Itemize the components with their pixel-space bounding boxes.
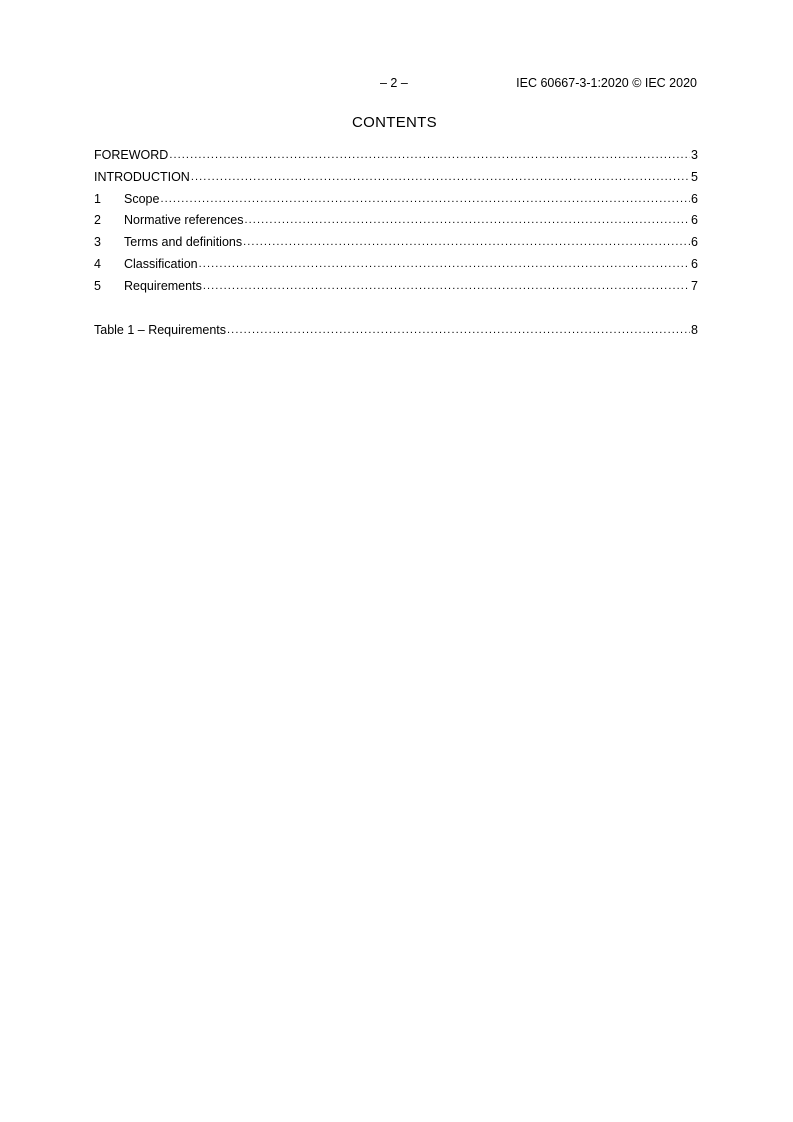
toc-entry-label: INTRODUCTION — [94, 169, 190, 184]
toc-entry-number: 5 — [94, 278, 101, 293]
toc-leader-dots — [203, 276, 690, 298]
toc-entry-label: Requirements — [124, 278, 202, 293]
toc-entry-foreword[interactable] — [94, 145, 698, 167]
toc-entry-number: 3 — [94, 235, 101, 250]
page-number: – 2 – — [380, 76, 408, 90]
toc-entry-page: 5 — [691, 169, 698, 184]
contents-title: CONTENTS — [352, 114, 437, 131]
toc-leader-dots — [227, 320, 690, 342]
toc-entry-normative-references[interactable] — [94, 210, 698, 232]
toc-leader-dots — [169, 145, 690, 167]
toc-entry-terms-and-definitions[interactable] — [94, 232, 698, 254]
toc-entry-page: 3 — [691, 148, 698, 162]
toc-entry-label: Normative references — [124, 213, 244, 228]
toc-entry-number: 1 — [94, 191, 101, 206]
toc-leader-dots — [199, 254, 690, 276]
toc-entry-label: Scope — [124, 191, 160, 206]
toc-entry-label: Terms and definitions — [124, 235, 243, 250]
document-reference: IEC 60667-3-1:2020 © IEC 2020 — [516, 76, 697, 90]
toc-entry-label: FOREWORD — [94, 148, 169, 162]
toc-entry-page: 6 — [691, 235, 698, 250]
toc-leader-dots — [243, 232, 690, 254]
page-header — [0, 76, 793, 92]
table-of-contents — [94, 145, 698, 341]
toc-spacer — [94, 298, 698, 320]
toc-entry-label: Table 1 – Requirements — [94, 322, 227, 337]
toc-leader-dots — [245, 210, 691, 232]
toc-entry-requirements[interactable] — [94, 276, 698, 298]
toc-entry-number: 2 — [94, 213, 101, 228]
toc-entry-introduction[interactable] — [94, 167, 698, 189]
toc-entry-classification[interactable] — [94, 254, 698, 276]
toc-entry-page: 6 — [691, 256, 698, 271]
toc-entry-page: 6 — [691, 213, 698, 228]
toc-leader-dots — [191, 167, 690, 189]
toc-entry-page: 7 — [691, 278, 698, 293]
toc-entry-label: Classification — [124, 256, 198, 271]
toc-entry-number: 4 — [94, 256, 101, 271]
toc-entry-page: 6 — [691, 191, 698, 206]
toc-entry-table-1[interactable] — [94, 320, 698, 342]
toc-entry-scope[interactable] — [94, 189, 698, 211]
toc-entry-page: 8 — [691, 322, 698, 337]
toc-leader-dots — [160, 189, 690, 211]
